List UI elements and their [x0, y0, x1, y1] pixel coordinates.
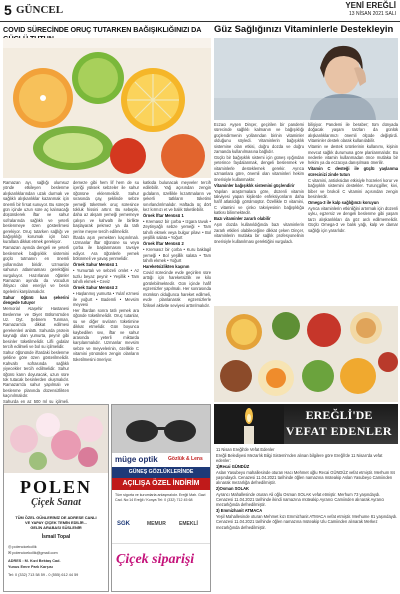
logo-sgk: SGK	[117, 521, 131, 527]
masthead	[0, 0, 400, 22]
foods-photo	[214, 306, 398, 402]
obituary-source: Ereğli Belediyesi Mezarlık Bilgi Sistemi'nden alınan bilgilere göre Ereğli'de 11 Nisan'da vefat edenler:	[216, 452, 383, 464]
right-article-col1	[214, 122, 304, 304]
optik-brand: müge optik	[115, 455, 158, 464]
woman-photo	[214, 38, 398, 120]
polen-service-line: VE YAPAY ÇİÇEK TEMİN EDİLİR...	[25, 520, 87, 525]
polen-brand-name: POLEN	[19, 477, 92, 497]
foods-illustration	[214, 306, 398, 402]
subheading: Örnek İftar Menüsü 2	[143, 241, 184, 247]
left-article-headline: COVID SÜRECİNDE ORUÇ TUTARKEN BAĞIŞIKLIĞINIZI DA	[3, 25, 202, 34]
right-article-col2	[308, 122, 398, 304]
obituary-detail: Aslan Yasubeyo mahallesinde oturan Hacı Mehmet oğlu Recai GÜNDÜZ vefat etmiştir. Merhum 84 yaşındaydı. Cenazesi 11.04.2021 tarihinde öğlen namazına müteakip Aslan Yasubeyo Camiinden alınarak mezarlığa defnedilmiştir.	[216, 469, 395, 486]
sunglasses-illustration	[112, 405, 210, 453]
obituary-banner	[214, 404, 398, 444]
subheading: Vitamin C desteği ile güçlü yaşlanma sürecinizi zinde tutun	[308, 166, 398, 177]
paragraph: bilişiyor. Pandemi ile beraber; tüm dünyada doğacak yaşam tarzları da günlük alışkanlıklarımızı önemli ölçüde değiştirdi. Vitaminler destek olarak kullanılabilir.	[308, 122, 398, 144]
polen-florist-ad	[3, 404, 109, 592]
paragraph: Ayrıca vitaminlerin etkinliğini artırmak için düzenli uyku, egzersiz ve dengeli beslenme gibi yaşam tarzı alışkanlıkları da göz ardı edilmemelidir. Güçlü Omega-3 ve balık yağı, kalp ve damar sağlığı için yararlıdır.	[308, 206, 398, 233]
polen-owner: İsmail Topal	[41, 534, 71, 540]
email-address: polencicekcilik@gmail.com	[12, 551, 58, 555]
polen-address-2: Yunus Emre Park Karşısı	[8, 565, 53, 569]
paragraph: Covid sürecinde evde geçirilen süre arttığı için hareketsizlik ve kilo görülebilmektedir. Gün içinde hafif egzersizler yapılmalı. Her sonrasında mümkün olduğunca hareket edilmeli, evde planlanarak egzersizlerle fiziksel aktivite seviyesi arttırılmalıdır.	[143, 270, 211, 308]
paragraph: demeze gibi hem lif hem de su içeriği yüksek sebzeler ile sahur öğününe eklenmelidir. Sahur sırasında çay, şeklinde sebze yemeği tüketmek oruç süresince tokluk hissini artırır. Bu sebeple, daha az akşam yemeği yememeye çalışın ve kahvaltı ile birlikte başlayarak pekmez ya da tatlı yerine meyve tercih edilmelidir.	[73, 180, 139, 234]
paragraph: C vitamini, antioksidan etkisiyle hücreleri korur ve bağışıklık sistemini destekler. Turunçgiller, kivi, biber ve brokoli C vitamini açısından zengin besinlerdir.	[308, 177, 398, 200]
subheading: Sahur öğünü kan şekerini dengede tutuyor	[3, 294, 69, 306]
paragraph: • Kremasız bir çorba • Kuru baklagil yemeği • Bol yeşillik salata • Tam tahıllı ekmek • Yoğurt	[143, 247, 211, 264]
paragraph: • Kremasız bir çorba • Izgara tavuk • Zeytinyağlı sebze yemeği • Tam tahıllı ekmek veya bulgur pilavı • Bol yeşillik salata • Yoğurt	[143, 219, 211, 241]
obituary-name: 1)Recai GÜNDÜZ	[216, 463, 250, 469]
paragraph: Vitamin ve destek ürünlerinin kullanımı, kişinin mevcut sağlık durumuna göre planlanmalıdır. Bu nedenle vitamin kullanmadan önce mutlaka bir hekim ya da eczacıya danışılması önerilir.	[308, 144, 398, 166]
subheading: Hareketsizlikten kaçının	[143, 264, 190, 270]
paragraph: Güçlü bir bağışıklık sistemi için güneş ışığından yeterince faydalanmak, dengeli beslenmek ve vitaminlerle desteklemek gerekir. Ayrıca uzmanlara göre, önemli olan vitaminleri hekim önerisiyle kullanmaktır.	[214, 155, 304, 182]
email-contact: ✉ polencicekcilik@gmail.com	[8, 551, 58, 555]
fruits-illustration	[3, 38, 211, 178]
left-article-col1	[3, 180, 69, 405]
right-article-headline: Güz Sağlığınızı Vitaminlerle Destekleyin	[214, 24, 394, 35]
paragraph: Yapılan araştırmalara göre, düzenli vitamin takviyesi yapan kişilerde enfeksiyonların daha hafif atlatıldığı görülmüştür. Özellikle D vitamini, C vitamini ve çinko takviyesinin bağışıklığa katkısı bilinmektedir.	[214, 188, 304, 216]
cicek-siparisi-box	[112, 543, 210, 591]
paragraph: Sahur öğününde iftardaki beslenme şekline göre özen gösterilmelidir. Kahvaltı sofrasında sağlıklı yiyecekler tercih edilmelidir. Sahur öğünü karın doyuracak, uzun süre tok tutacak besinlerden oluşmalıdır. Ramazan'da sahur yapılmalı ve beslenme planında düzensizlikten kaçınılmalıdır.	[3, 349, 69, 399]
obituary-detail: Ayrancı Mahallesinde oturan Ali oğlu Osman SOLAK vefat etmiştir. Merhum 73 yaşındaydı. Cenazesi 11.04.2021 tarihinde ikindi namazına müteakip Ayrancı Camiinden alınarak Ayrancı mezarlığında defnedilmiştir.	[216, 491, 385, 508]
subheading: Örnek Sahur Menüsü 1	[73, 262, 118, 268]
page-number: 5	[4, 2, 12, 18]
polen-brand-subtitle: Çiçek Sanat	[31, 497, 81, 508]
paragraph: Memorial Ataşehir Hastanesi Beslenme ve Diyet Bölümü'nden Uz. Dyt. Şebnem Tunman, Ramazan'da dikkat edilmesi gerekenleri anlattı. Sahurda protein kaynağı olan yumurta, peynir gibi besinler tüketilmelidir. Lifli gıdalar tercih edilmeli ve bol su içilmelidir.	[3, 306, 69, 349]
obituary-name: 2)Osman SOLAK	[216, 486, 249, 492]
page-section: GÜNCEL	[16, 4, 64, 16]
paper-date: 13 NİSAN 2021 SALI	[349, 11, 396, 17]
sunglasses-photo	[112, 405, 210, 453]
logo-emekli: EMEKLİ	[179, 521, 198, 527]
logo-memur: MEMUR	[147, 521, 166, 527]
subheading: Bazı vitaminler zararlı olabilir	[214, 216, 271, 222]
polen-phone: Tel: 0 (332) 713 58 59 - 0 (555) 612 44 59	[8, 573, 79, 577]
subheading: Örnek İftar Menüsü 1	[143, 213, 184, 219]
paragraph: Ramazan ayında dengeli ve yeterli beslenmek bağışıklık sistemini güçlü tutmanın en önemli yollarından biridir. Uzmanlar sahurun atlanmaması gerektiğini vurguluyor. Hazırlanan öğünler Ramazan ayında da vücudun ihtiyacı olan enerjiyi ve besin ögelerini karşılamalıdır.	[3, 245, 69, 294]
paragraph: İftarda aşırı yemekten kaçınılmalı. Uzmanlar iftar öğününe su veya çorba ile başlanmasını tavsiye ediyor. Ara öğünlerle yemek bölünmeli ve yavaş yenmelidir.	[73, 234, 139, 262]
paragraph: Her iftardan sonra tatlı yemek ara öğünde tüketilmelidir. Oruç tutanlar, su ve diğer sıvıların tüketimine dikkat etmelidir. Gün boyunca kaybedilen sıvı, iftar ve sahur arasında yeterli miktarda karşılanmalıdır. Uzmanlar mevsim sebze ve meyvelerinin, özellikle C vitamini yönünden zengin olanların tüketilmesini öneriyor.	[73, 307, 139, 362]
insurance-logos	[115, 517, 207, 541]
optik-tagline: Gözlük & Lens	[168, 456, 203, 462]
paragraph: Aşırı dozda kullanıldığında bazı vitaminlerin zararlı etkileri olabileceğine dikkat çeken Dinçer, vitaminlerin mutlaka bir sağlık profesyonelinin önerisiyle kullanılması gerektiğini vurguladı.	[214, 222, 304, 244]
obituary-city: EREĞLİ'DE	[305, 408, 373, 422]
subheading: Örnek Sahur Menüsü 2	[73, 285, 118, 291]
cicek-siparisi-logo: Çiçek siparişi	[116, 552, 195, 567]
polen-service-line: GELİN ARABASI SÜSLENİR	[30, 525, 82, 530]
sunglasses-banner: GÜNEŞ GÖZLÜKLERİNDE	[112, 467, 210, 478]
candle-icon	[214, 404, 284, 444]
paper-name: YENİ EREĞLİ	[345, 1, 396, 10]
subheading: Vitaminler bağışıklık sistemini güçlendirir	[214, 182, 295, 188]
flowers-illustration	[4, 405, 108, 473]
obituary-title: VEFAT EDENLER	[285, 424, 393, 438]
left-article-col3	[143, 180, 211, 402]
optik-info: Tüm sigorta ve kurumlarla anlaşmalıdır. Ereğli Mah. Gazi Cad. No:14 Ereğli / Konya Tel: 0 (332) 712 45 68	[115, 493, 206, 502]
flowers-photo	[4, 405, 108, 473]
subheading: Omega-3 ile kalp sağlığınızı koruyun	[308, 200, 379, 206]
paragraph: • Haşlanmış yumurta • Yulaf ezmesi ile yoğurt • Bademli • Mevsim meyvesi	[73, 291, 139, 307]
obituary-name: 3) Emmizhanit ATMACA	[216, 508, 263, 514]
obituary-intro: 11 Nisan Ereğli'de Vefat Edenler	[216, 447, 275, 452]
woman-illustration	[214, 38, 398, 120]
discount-banner: AÇILIŞA ÖZEL İNDİRİM	[112, 478, 210, 490]
polen-service-line: TÜM ÖZEL GÜNLERİNİZ DE ADRESE CANLI	[15, 515, 97, 520]
paragraph: • Yumurtalı ve sebzeli omlet • Az tuzlu beyaz peynir • Yeşillik • Tam tahıllı ekmek • Ceviz	[73, 268, 139, 285]
polen-address: ADRES : M. Kızıl Bektaş Cad.	[8, 559, 61, 563]
instagram-contact: ◎ polencicekcilik	[8, 545, 37, 549]
paragraph: katkıda bulunacak meyveler tercih edilebilir. Yağ açısından zengin gıdaların, özellikle kızartmaların ve şekerli tatlıların tüketimi sınırlandırılmalıdır. Haftada üç dört kez kırmızı et ve balık tüketilebilir.	[143, 180, 211, 213]
left-article-col2	[73, 180, 139, 402]
muge-optik-ad	[111, 404, 211, 592]
fruits-photo	[3, 38, 211, 178]
paragraph: Sahurda en az 500 ml su içilmeli.	[3, 399, 69, 405]
paragraph: Eczacı Ayşen Dinçer, geçirilen bir pandemi sürecinde sağlıklı kalmanın ve bağışıklığı güçlendirmenin yollarından birinin vitaminler olduğunu söyledi. Vitaminlerin bağışıklık sistemine olan etkisi, doğru dozda ve doğru zamanda kullanılmasına bağlıdır.	[214, 122, 304, 155]
instagram-handle: polencicekcilik	[12, 545, 37, 549]
obituary-list	[216, 447, 398, 592]
paragraph: Ramazan ayı, sağlığı olumsuz yönde etkileyen beslenme alışkanlıklarından uzak durmak ve sağlıklı alışkanlıklar kazanmak için önemli bir fırsat sunuyor. Bu süreçte gün içinde uzun süre aç kalınacağı düşünülerek iftar ve sahur sofralarında sağlıklı ve yeterli beslenmeye özen gösterilmesi gerekiyor. Oruç tutarken sağlığı ve bağışıklığı korumak için bazı kurallara dikkat etmek gerekiyor.	[3, 180, 69, 245]
obituary-detail: Yeşil Mahallesinde oturan Mehmet kızı Emmizhanit ATMACA vefat etmiştir. Merhume 81 yaşındaydı. Cenazesi 11.04.2021 tarihinde öğlen namazına müteakip Ulu Camiinden alınarak Merkez mezarlığında defnedilmiştir.	[216, 514, 398, 530]
